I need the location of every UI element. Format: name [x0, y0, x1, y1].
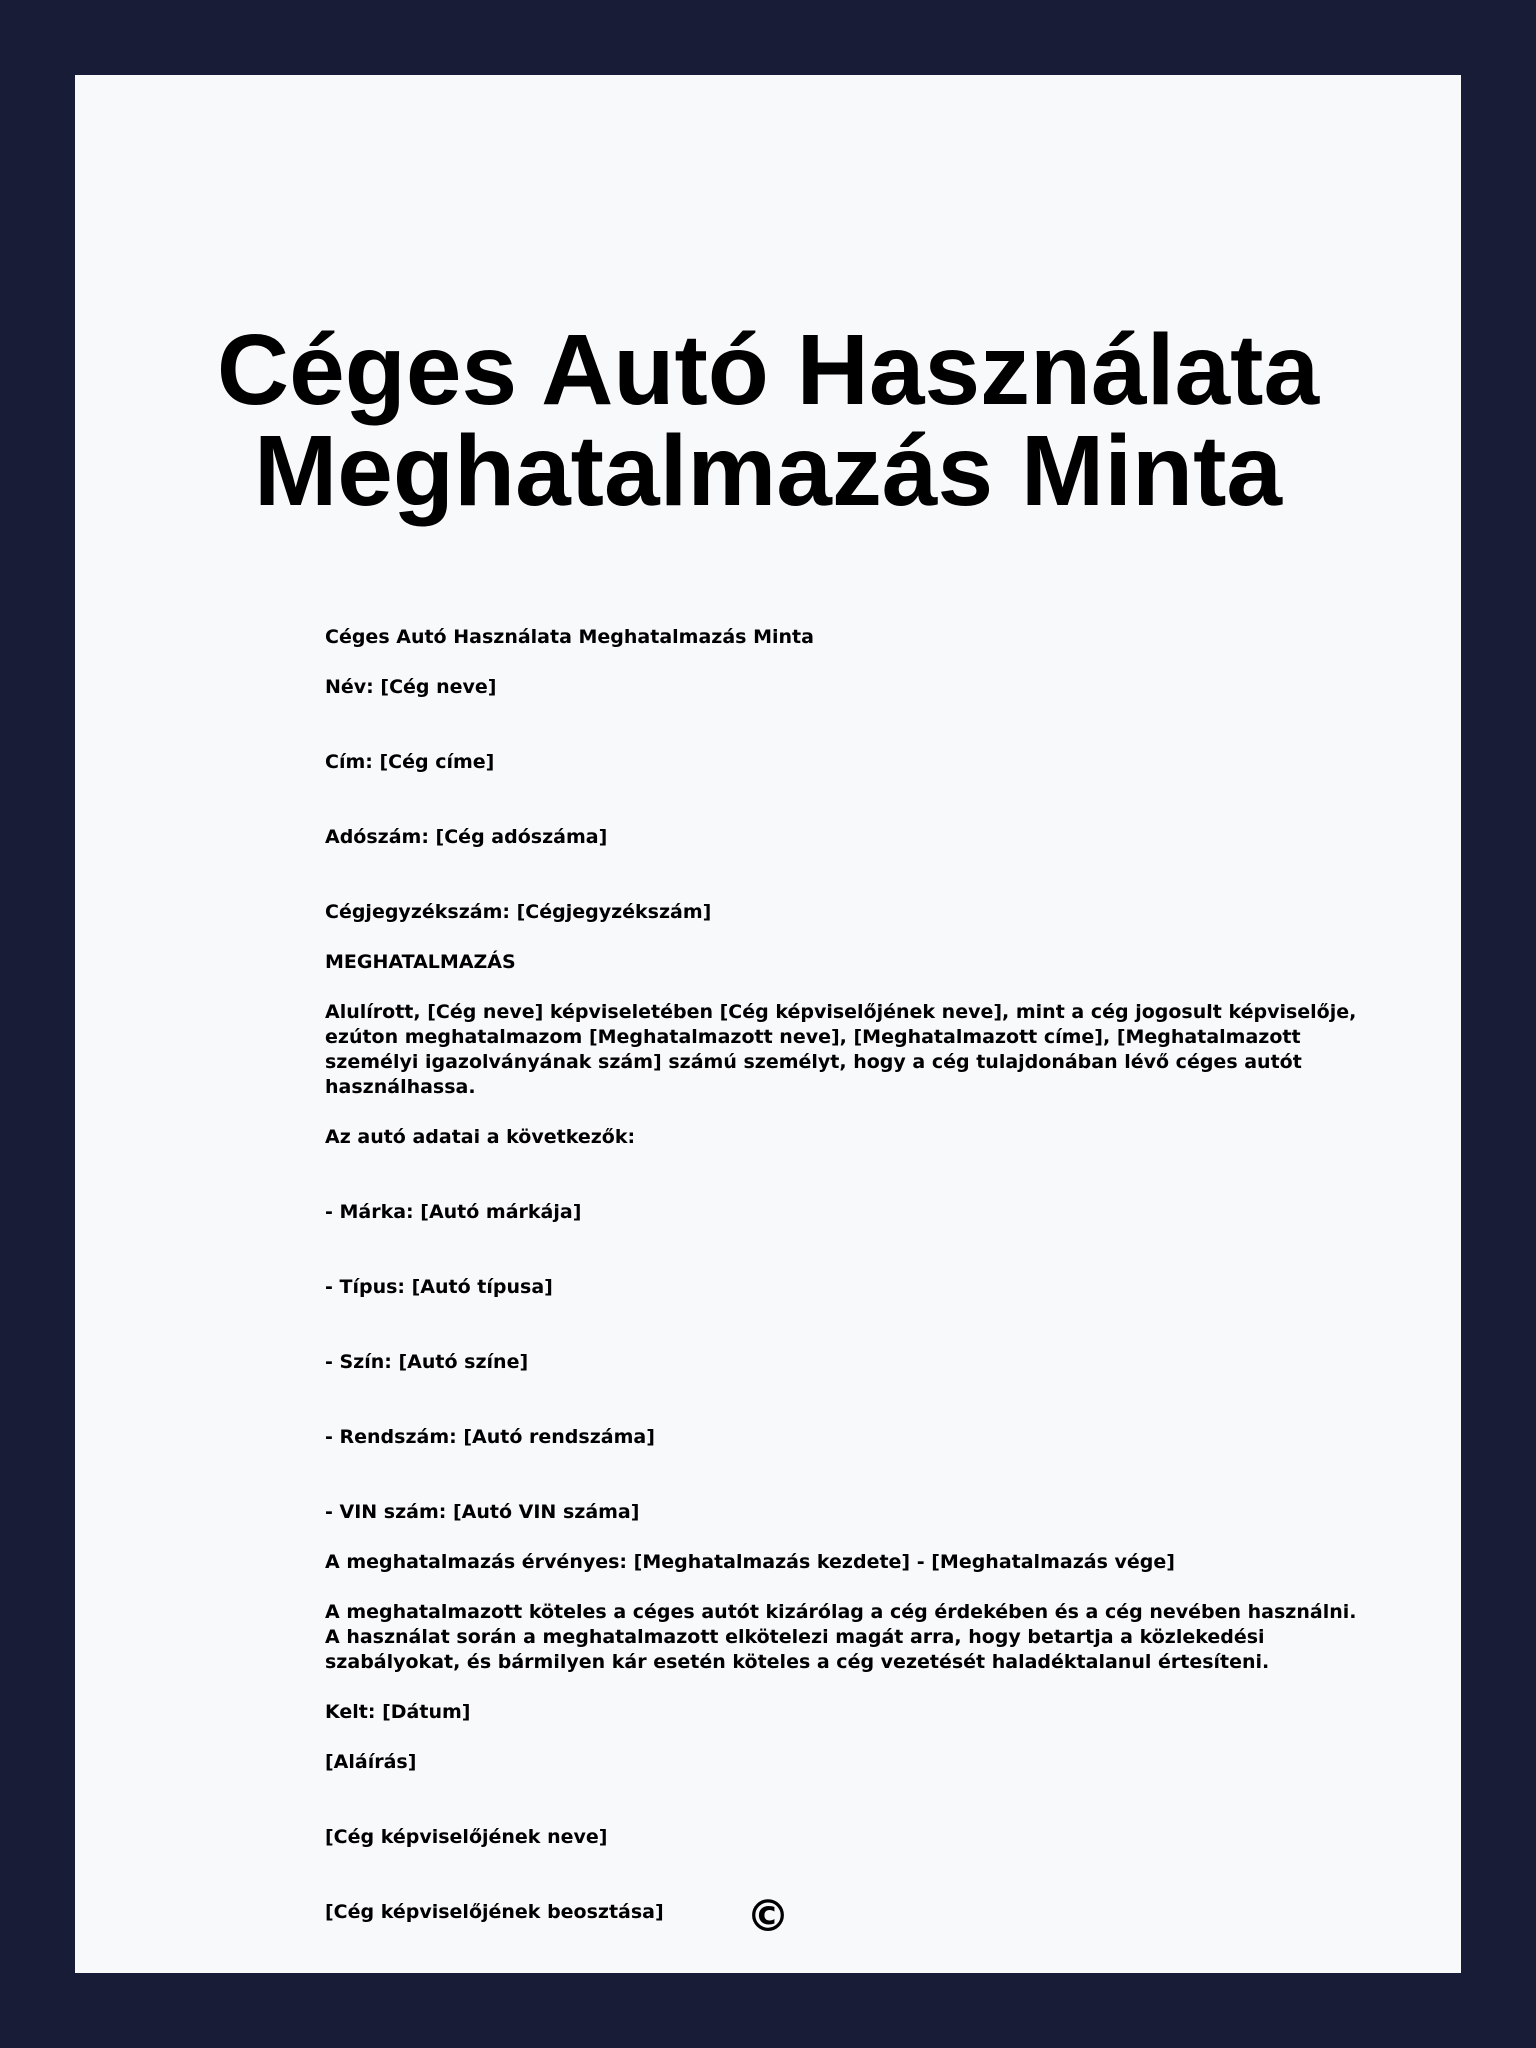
representative-position-field: [Cég képviselőjének beosztása] [325, 1901, 664, 1923]
car-type-field: - Típus: [Autó típusa] [325, 1276, 553, 1298]
car-color-field: - Szín: [Autó színe] [325, 1351, 529, 1373]
obligations-paragraph: A meghatalmazott köteles a céges autót kizárólag a cég érdekében és a cég nevében használni. A használat során a meghatalmazott elkötelezi magát arra, hogy betartja a közlekedési szabályokat, és bármilyen kár esetén köteles a cég vezetését haladéktalanul értesíteni. [325, 1601, 1357, 1673]
representative-name-field: [Cég képviselőjének neve] [325, 1826, 608, 1848]
date-field: Kelt: [Dátum] [325, 1701, 471, 1723]
car-details-intro: Az autó adatai a következők: [325, 1126, 636, 1148]
company-name-field: Név: [Cég neve] [325, 676, 497, 698]
page-title-line-2: Meghatalmazás Minta [253, 415, 1283, 527]
car-plate-field: - Rendszám: [Autó rendszáma] [325, 1426, 655, 1448]
authorization-paragraph: Alulírott, [Cég neve] képviseletében [Cég képviselőjének neve], mint a cég jogosult képviselője, ezúton meghatalmazom [Meghatalmazott neve], [Meghatalmazott címe], [Meghatalmazott személyi igazolványának szám] számú személyt, hogy a cég tulajdonában lévő céges autót használhassa. [325, 1001, 1357, 1098]
validity-period: A meghatalmazás érvényes: [Meghatalmazás kezdete] - [Meghatalmazás vége] [325, 1551, 1175, 1573]
document-body [325, 625, 1375, 1950]
signature-field: [Aláírás] [325, 1751, 417, 1773]
company-tax-number-field: Adószám: [Cég adószáma] [325, 826, 608, 848]
company-address-field: Cím: [Cég címe] [325, 751, 495, 773]
page-title-line-1: Céges Autó Használata [216, 314, 1320, 426]
document-page [75, 75, 1461, 1973]
company-registry-number-field: Cégjegyzékszám: [Cégjegyzékszám] [325, 901, 712, 923]
car-brand-field: - Márka: [Autó márkája] [325, 1201, 582, 1223]
document-heading: Céges Autó Használata Meghatalmazás Minta [325, 626, 814, 648]
car-vin-field: - VIN szám: [Autó VIN száma] [325, 1501, 640, 1523]
copyright-icon: © [746, 1891, 790, 1942]
section-title: MEGHATALMAZÁS [325, 951, 516, 973]
page-title [75, 314, 1461, 527]
